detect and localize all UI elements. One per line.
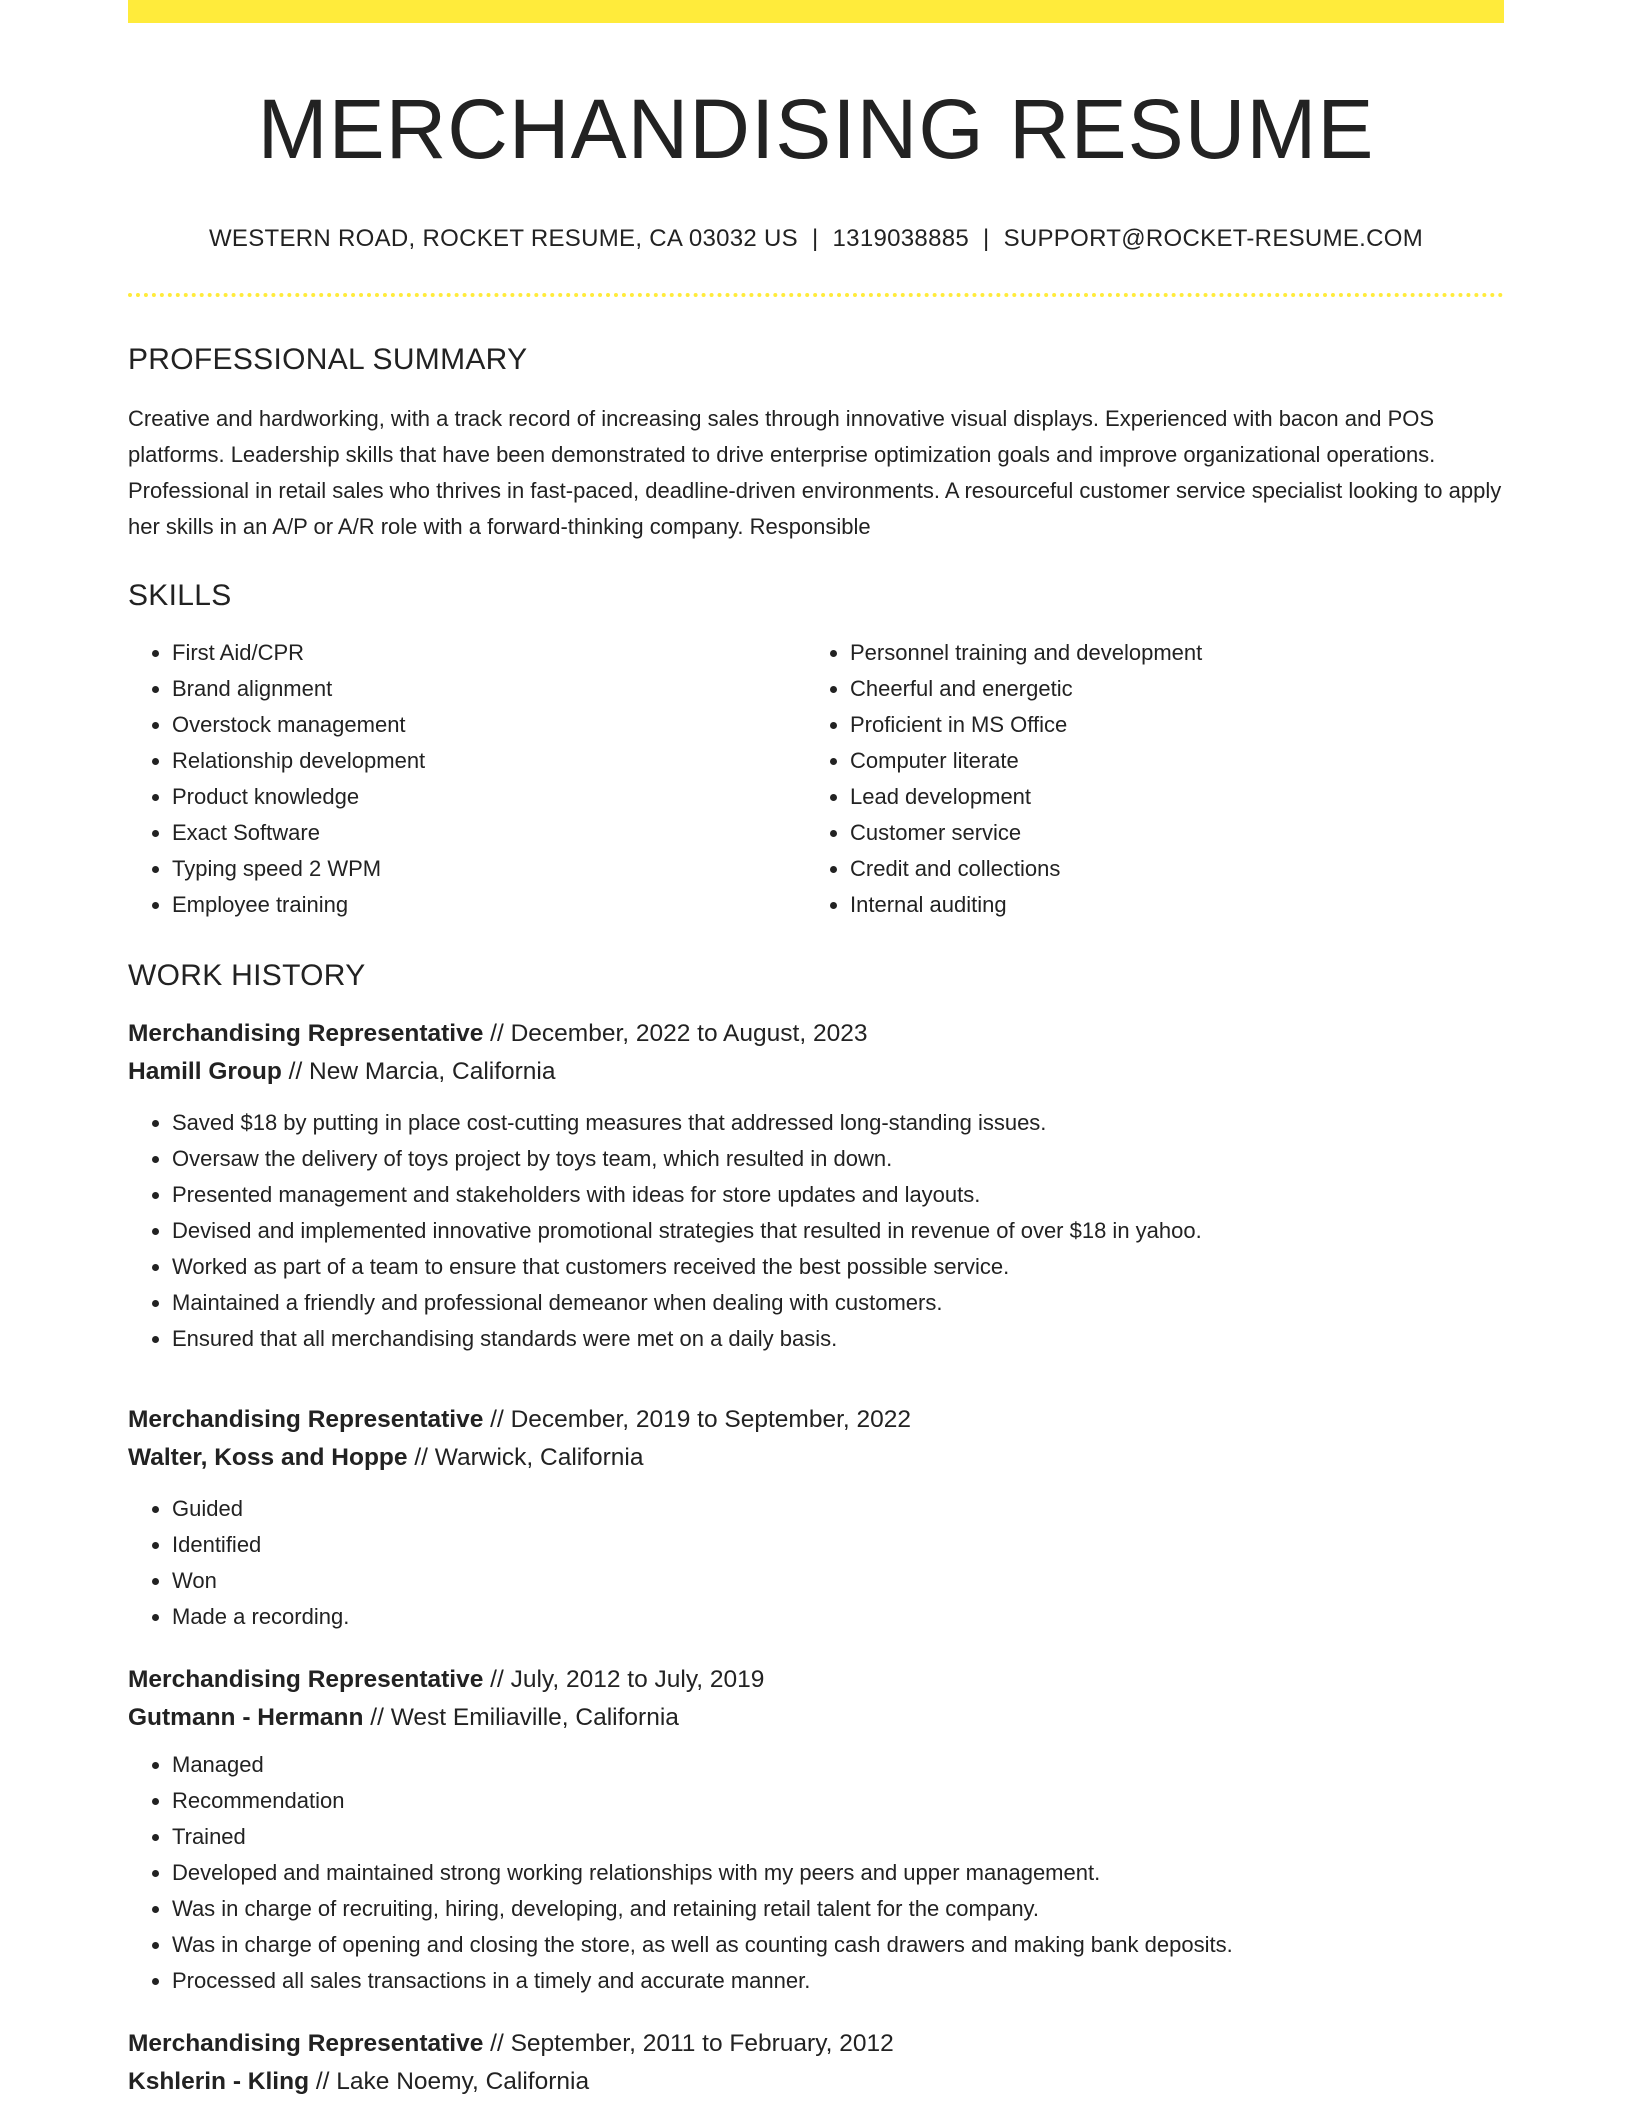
contact-separator: | [811, 225, 819, 253]
job-bullet: • Oversaw the delivery of toys project by toys team, which resulted in down. [172, 1141, 1504, 1177]
skill-item: • Relationship development [172, 743, 806, 779]
job-dates: // September, 2011 to February, 2012 [483, 2030, 894, 2058]
job-bullet: • Recommendation [172, 1783, 1504, 1819]
work-history-heading: WORK HISTORY [128, 959, 366, 993]
job-location: // Lake Noemy, California [309, 2068, 590, 2096]
skill-item: • Internal auditing [850, 887, 1484, 923]
job-bullet: • Managed [172, 1747, 1504, 1783]
job-location: // Warwick, California [407, 1444, 644, 1472]
skill-item: • Exact Software [172, 815, 806, 851]
job-bullet: • Processed all sales transactions in a timely and accurate manner. [172, 1963, 1504, 1999]
accent-top-bar [128, 0, 1504, 23]
job-bullet: • Worked as part of a team to ensure that customers received the best possible service. [172, 1249, 1504, 1285]
skill-item: • Personnel training and development [850, 635, 1484, 671]
job-company-line [128, 1439, 1504, 1477]
contact-line [128, 225, 1504, 253]
job-company-line [128, 2063, 1504, 2101]
job-bullet: • Saved $18 by putting in place cost-cutting measures that addressed long-standing issues. [172, 1105, 1504, 1141]
job-dates: // December, 2022 to August, 2023 [483, 1020, 868, 1048]
job-company-line [128, 1699, 1504, 1737]
job-bullet: • Maintained a friendly and professional demeanor when dealing with customers. [172, 1285, 1504, 1321]
skill-item: • Overstock management [172, 707, 806, 743]
skill-item: • First Aid/CPR [172, 635, 806, 671]
skills-right-list [806, 635, 1484, 923]
dotted-divider [128, 293, 1504, 297]
skill-item: • Typing speed 2 WPM [172, 851, 806, 887]
job-bullet: • Presented management and stakeholders with ideas for store updates and layouts. [172, 1177, 1504, 1213]
job-title-line [128, 2025, 1504, 2063]
job-company: Kshlerin - Kling [128, 2068, 310, 2096]
skill-item: • Brand alignment [172, 671, 806, 707]
resume-page [128, 0, 1504, 2101]
job-bullet: • Won [172, 1563, 1504, 1599]
job-bullet: • Was in charge of recruiting, hiring, developing, and retaining retail talent for the company. [172, 1891, 1504, 1927]
job-location: // New Marcia, California [281, 1058, 556, 1086]
job-title: Merchandising Representative [128, 2030, 484, 2058]
job-bullet: • Ensured that all merchandising standards were met on a daily basis. [172, 1321, 1504, 1357]
skill-item: • Employee training [172, 887, 806, 923]
skill-item: • Product knowledge [172, 779, 806, 815]
skill-item: • Cheerful and energetic [850, 671, 1484, 707]
skill-item: • Customer service [850, 815, 1484, 851]
skills-left-list [128, 635, 806, 923]
job-dates: // December, 2019 to September, 2022 [483, 1406, 912, 1434]
job-company: Hamill Group [128, 1058, 282, 1086]
job-entry [128, 1015, 1504, 1357]
summary-heading: PROFESSIONAL SUMMARY [128, 343, 528, 377]
job-bullet: • Identified [172, 1527, 1504, 1563]
job-title: Merchandising Representative [128, 1020, 484, 1048]
skills-heading: SKILLS [128, 579, 232, 613]
job-entry [128, 1401, 1504, 1635]
contact-address: WESTERN ROAD, ROCKET RESUME, CA 03032 US [208, 225, 798, 253]
skills-columns [128, 635, 1504, 923]
job-title-line [128, 1401, 1504, 1439]
skill-item: • Computer literate [850, 743, 1484, 779]
job-company-line [128, 1053, 1504, 1091]
job-bullet: • Was in charge of opening and closing the store, as well as counting cash drawers and making bank deposits. [172, 1927, 1504, 1963]
job-title-line [128, 1015, 1504, 1053]
skill-item: • Lead development [850, 779, 1484, 815]
job-company: Gutmann - Hermann [128, 1704, 364, 1732]
job-bullet: • Guided [172, 1491, 1504, 1527]
job-entry [128, 2025, 1504, 2101]
job-bullet: • Trained [172, 1819, 1504, 1855]
job-location: // West Emiliaville, California [363, 1704, 679, 1732]
job-dates: // July, 2012 to July, 2019 [483, 1666, 765, 1694]
job-company: Walter, Koss and Hoppe [128, 1444, 408, 1472]
job-bullets [128, 1491, 1504, 1635]
contact-phone: 1319038885 [832, 225, 970, 253]
job-bullet: • Made a recording. [172, 1599, 1504, 1635]
skill-item: • Proficient in MS Office [850, 707, 1484, 743]
contact-email: SUPPORT@ROCKET-RESUME.COM [1003, 225, 1424, 253]
job-bullet: • Developed and maintained strong working relationships with my peers and upper management. [172, 1855, 1504, 1891]
skill-item: • Credit and collections [850, 851, 1484, 887]
job-title-line [128, 1661, 1504, 1699]
resume-title: MERCHANDISING RESUME [257, 82, 1375, 176]
job-title: Merchandising Representative [128, 1406, 484, 1434]
job-bullets [128, 1105, 1504, 1357]
job-entry [128, 1661, 1504, 1999]
job-bullet: • Devised and implemented innovative promotional strategies that resulted in revenue of over $18 in yahoo. [172, 1213, 1504, 1249]
job-bullets [128, 1747, 1504, 1999]
summary-text: Creative and hardworking, with a track record of increasing sales through innovative visual displays. Experienced with bacon and POS platforms. Leadership skills that have been demonstrated to drive enterprise optimization goals and improve organizational operations. Professional in retail sales who thrives in fast-paced, deadline-driven environments. A resourceful customer service specialist looking to apply her skills in an A/P or A/R role with a forward-thinking company. Responsible [128, 406, 1502, 540]
job-title: Merchandising Representative [128, 1666, 484, 1694]
contact-separator: | [983, 225, 990, 253]
